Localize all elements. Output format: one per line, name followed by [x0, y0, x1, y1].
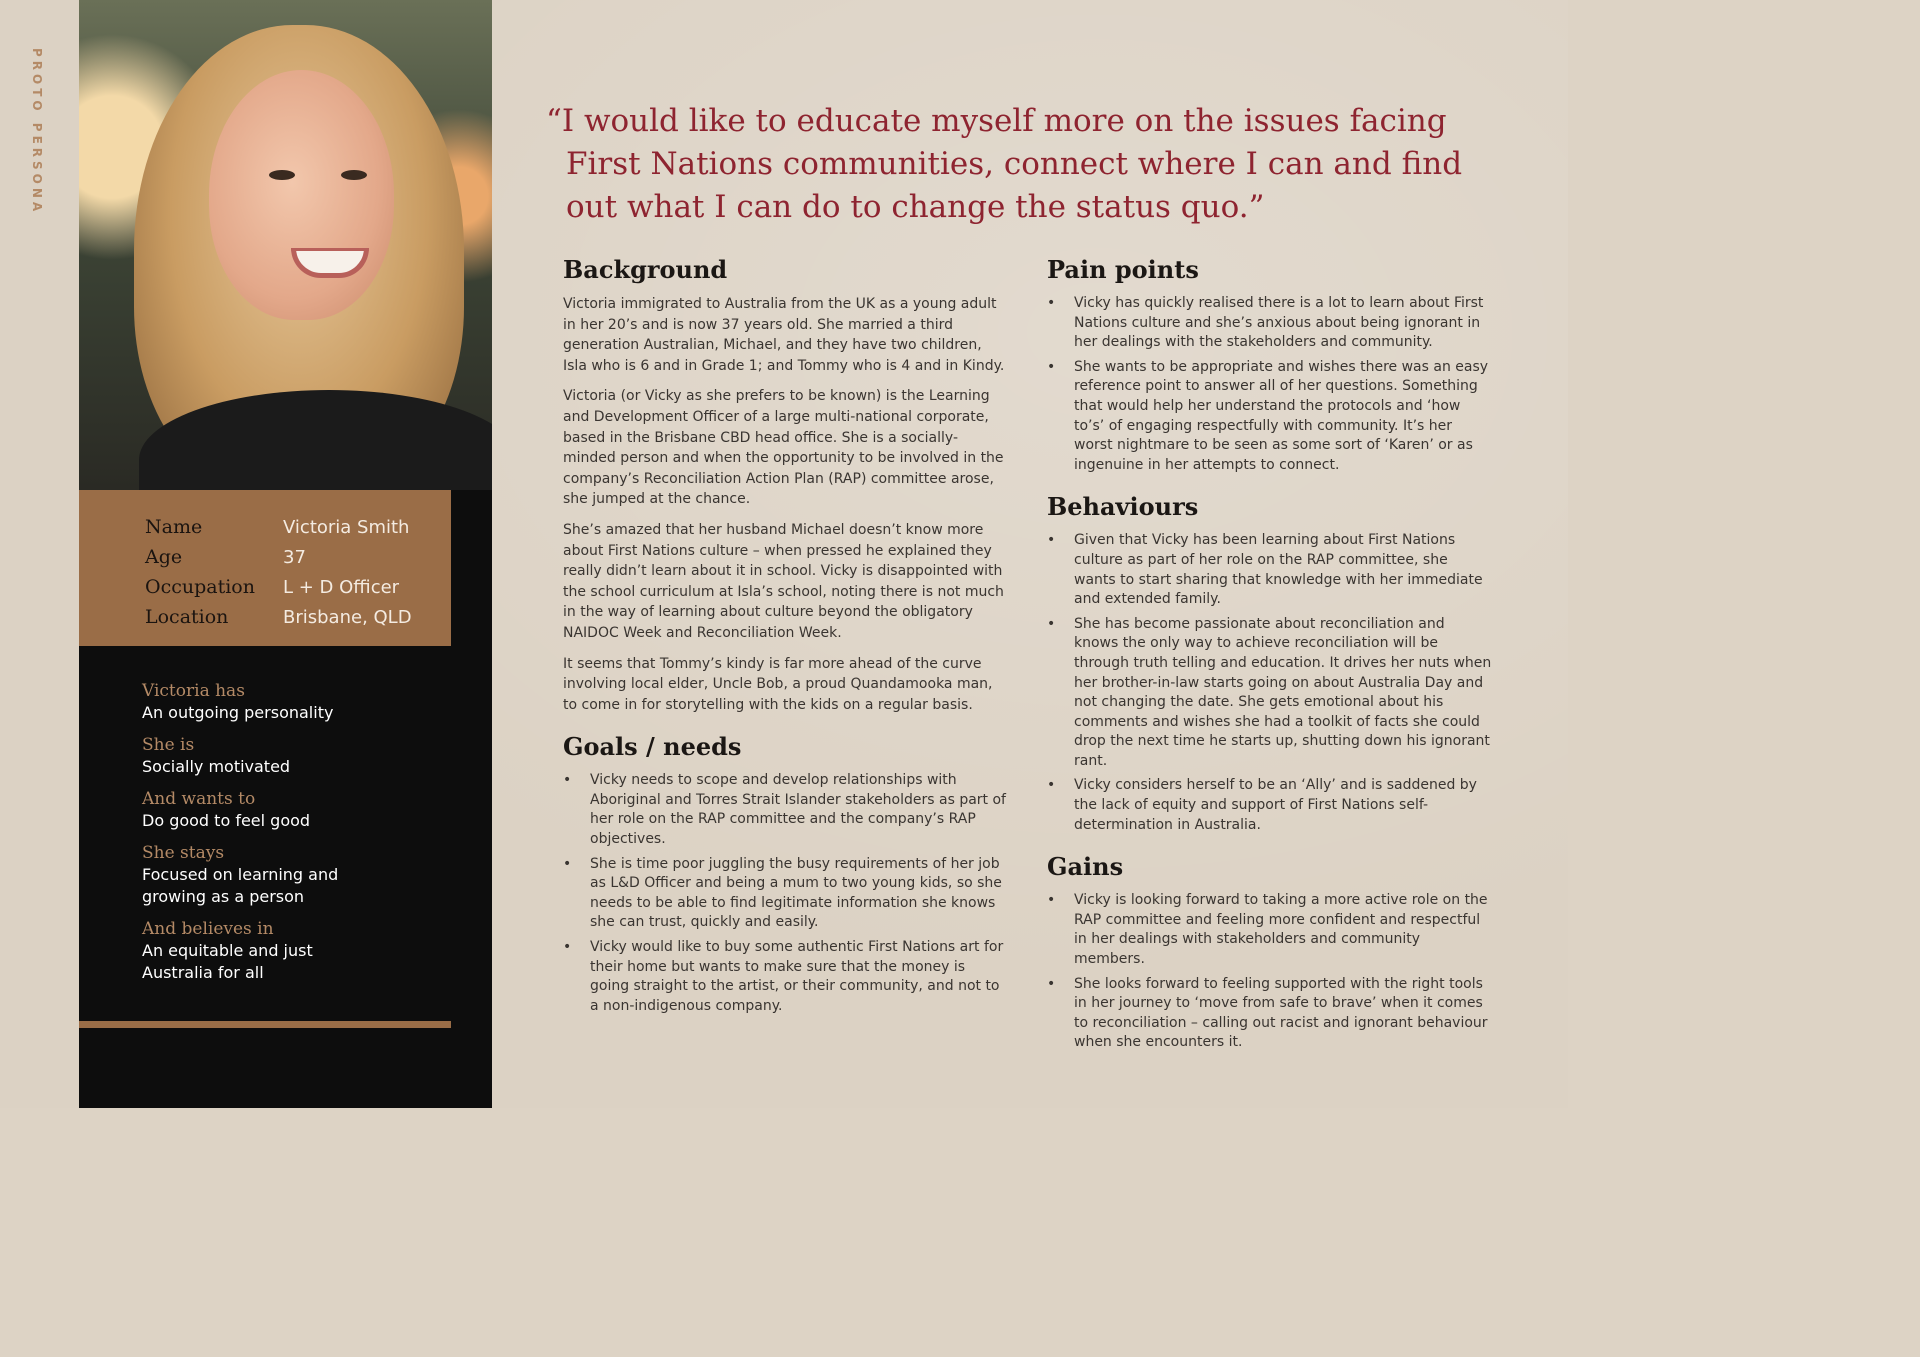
- trait-value: Focused on learning and growing as a person: [142, 865, 339, 906]
- background-heading: Background: [563, 255, 728, 284]
- trait-heading: She is: [142, 735, 195, 755]
- background-paragraph: It seems that Tommy’s kindy is far more ahead of the curve involving local elder, Uncle Bob, a proud Quandamooka man, to come in for storytelling with the kids on a regular basis.: [563, 655, 993, 713]
- photo-eye-shape: [269, 170, 295, 180]
- list-item: • She has become passionate about reconciliation and knows the only way to achieve reconciliation will be through truth telling and education. It drives her nuts when her brother-in-law starts going on about Australia Day and not changing the date. She gets emotional about his comments and wishes she had a toolkit of facts she could drop the next time he starts up, shutting down his ignorant rant.: [1047, 615, 1492, 772]
- list-item: • Vicky considers herself to be an ‘Ally’ and is saddened by the lack of equity and support of First Nations self-determination in Australia.: [1047, 776, 1492, 835]
- behaviours-list: [1047, 531, 1492, 835]
- info-value: L + D Officer: [283, 576, 400, 598]
- profile-column: [79, 0, 492, 1108]
- goals-list: [563, 771, 1008, 1016]
- background-paragraph: Victoria immigrated to Australia from the UK as a young adult in her 20’s and is now 37 years old. She married a third generation Australian, Michael, and they have two children, Isla who is 6 and in Grade 1; and Tommy who is 4 and in Kindy.: [563, 296, 1005, 374]
- pain-points-heading: Pain points: [1047, 255, 1199, 284]
- info-label: Name: [145, 516, 203, 538]
- info-row-location: [145, 602, 451, 632]
- trait-heading: And believes in: [142, 919, 274, 939]
- list-item: • She looks forward to feeling supported with the right tools in her journey to ‘move from safe to brave’ when it comes to reconciliation – calling out racist and ignorant behaviour when she encounters it.: [1047, 975, 1492, 1053]
- behaviours-heading: Behaviours: [1047, 492, 1199, 522]
- info-value: Victoria Smith: [283, 516, 410, 538]
- trait-value: An outgoing personality: [142, 703, 334, 722]
- info-value: 37: [283, 546, 306, 568]
- list-item: • Vicky is looking forward to taking a more active role on the RAP committee and feeling more confident and respectful in her dealings with stakeholders and community members.: [1047, 891, 1492, 969]
- info-row-occupation: [145, 572, 451, 602]
- trait-item: [142, 734, 472, 778]
- list-item: • She wants to be appropriate and wishes there was an easy reference point to answer all of her questions. Something that would help her understand the protocols and ‘how to’s’ of engaging respectfully with community. It’s her worst nightmare to be seen as some sort of ‘Karen’ or as ingenuine in her attempts to connect.: [1047, 358, 1492, 476]
- info-label: Age: [145, 546, 183, 568]
- background-paragraph: She’s amazed that her husband Michael doesn’t know more about First Nations culture – when pressed he explained they really didn’t learn about it in school. Vicky is disappointed with the school curriculum at Isla’s school, noting there is not much in the way of learning about culture beyond the obligatory NAIDOC Week and Reconciliation Week.: [563, 521, 1004, 641]
- left-text-column: [563, 254, 1008, 1032]
- info-label: Location: [145, 606, 229, 628]
- quote-line: First Nations communities, connect where I can and find: [566, 146, 1463, 182]
- quote-line: “I would like to educate myself more on the issues facing: [546, 103, 1447, 139]
- trait-heading: And wants to: [142, 789, 256, 809]
- trait-item: [142, 680, 472, 724]
- goals-heading: Goals / needs: [563, 732, 742, 762]
- info-row-age: [145, 542, 451, 572]
- right-text-column: [1047, 254, 1492, 1069]
- info-value: Brisbane, QLD: [283, 606, 412, 628]
- persona-quote: [546, 100, 1506, 229]
- trait-value: Do good to feel good: [142, 811, 311, 830]
- photo-eye-shape: [341, 170, 367, 180]
- trait-item: [142, 788, 472, 832]
- gains-list: [1047, 891, 1492, 1053]
- profile-photo: [79, 0, 492, 490]
- traits-list: [142, 680, 472, 994]
- list-item: • Vicky needs to scope and develop relationships with Aboriginal and Torres Strait Islander stakeholders as part of her role on the RAP committee and the company’s RAP objectives.: [563, 771, 1008, 849]
- trait-item: [142, 918, 472, 984]
- trait-heading: She stays: [142, 843, 225, 863]
- trait-value: Socially motivated: [142, 757, 291, 776]
- trait-value: An equitable and just Australia for all: [142, 941, 313, 982]
- list-item: • She is time poor juggling the busy requirements of her job as L&D Officer and being a mum to two young kids, so she needs to be able to find legitimate information she knows she can trust, quickly and easily.: [563, 855, 1008, 933]
- info-label: Occupation: [145, 576, 255, 598]
- trait-heading: Victoria has: [142, 681, 245, 701]
- info-row-name: [145, 512, 451, 542]
- copper-divider: [79, 1021, 451, 1028]
- side-label: PROTO PERSONA: [30, 48, 44, 216]
- quote-line: out what I can do to change the status quo.”: [566, 189, 1265, 225]
- pain-points-list: [1047, 294, 1492, 475]
- persona-info-box: [79, 490, 451, 646]
- list-item: • Given that Vicky has been learning about First Nations culture as part of her role on the RAP committee, she wants to start sharing that knowledge with her immediate and extended family.: [1047, 531, 1492, 609]
- gains-heading: Gains: [1047, 852, 1124, 882]
- trait-item: [142, 842, 472, 908]
- list-item: • Vicky has quickly realised there is a lot to learn about First Nations culture and she’s anxious about being ignorant in her dealings with the stakeholders and community.: [1047, 294, 1492, 353]
- list-item: • Vicky would like to buy some authentic First Nations art for their home but wants to make sure that the money is going straight to the artist, or their community, and not to a non-indigenous company.: [563, 938, 1008, 1016]
- photo-face-shape: [209, 70, 394, 320]
- background-paragraph: Victoria (or Vicky as she prefers to be known) is the Learning and Development Officer of a large multi-national corporate, based in the Brisbane CBD head office. She is a socially-minded person and when the opportunity to be involved in the company’s Reconciliation Action Plan (RAP) committee arose, she jumped at the chance.: [563, 388, 1004, 508]
